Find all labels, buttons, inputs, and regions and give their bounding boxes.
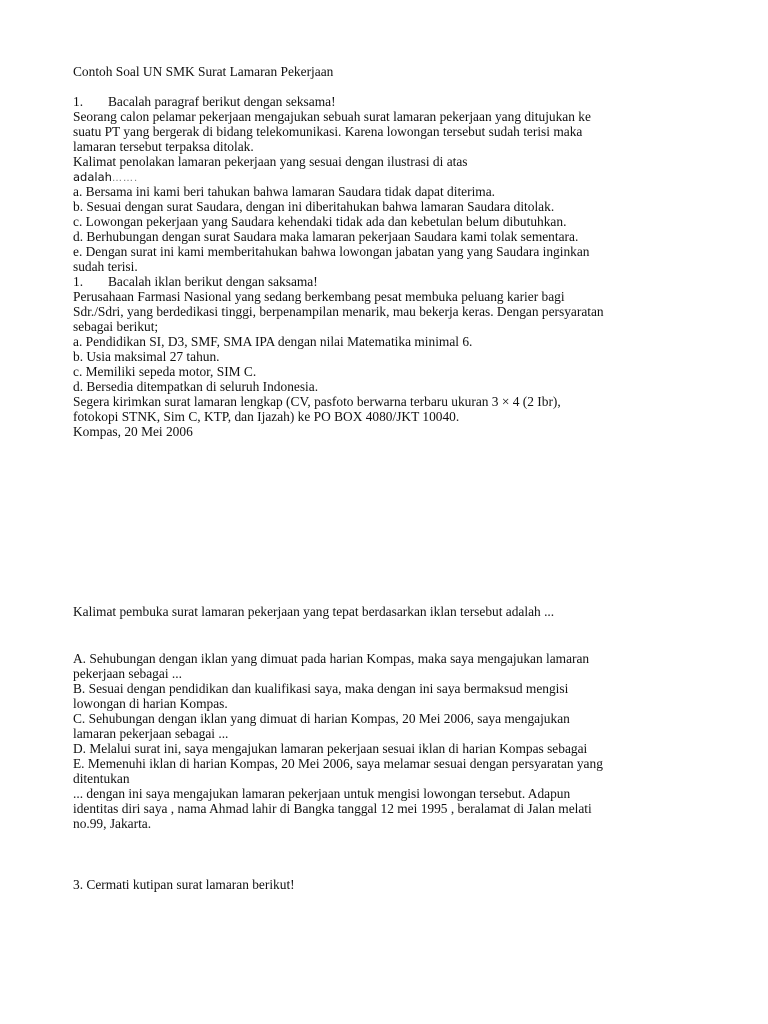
q2-ad-line: Segera kirimkan surat lamaran lengkap (CV, pasfoto berwarna terbaru ukuran 3 × 4 (2 Ibr), [73, 394, 561, 409]
q1-paragraph-line: suatu PT yang bergerak di bidang telekomunikasi. Karena lowongan tersebut sudah terisi maka [73, 124, 583, 139]
q2-letter-excerpt: ... dengan ini saya mengajukan lamaran pekerjaan untuk mengisi lowongan tersebut. Adapun [73, 786, 571, 801]
q1-option-e-cont: sudah terisi. [73, 259, 138, 274]
q2-option-c-cont: lamaran pekerjaan sebagai ... [73, 726, 229, 741]
q2-option-e: E. Memenuhi iklan di harian Kompas, 20 Mei 2006, saya melamar sesuai dengan persyaratan yang [73, 756, 603, 771]
q2-option-a-cont: pekerjaan sebagai ... [73, 666, 182, 681]
q2-option-b-cont: lowongan di harian Kompas. [73, 696, 228, 711]
q1-paragraph-line: lamaran tersebut terpaksa ditolak. [73, 139, 254, 154]
q2-letter-excerpt: identitas diri saya , nama Ahmad lahir di Bangka tanggal 12 mei 1995 , beralamat di Jalan melati [73, 801, 592, 816]
q1-instruction [73, 94, 336, 109]
q2-ad-source: Kompas, 20 Mei 2006 [73, 424, 193, 439]
q1-option-e: e. Dengan surat ini kami memberitahukan bahwa lowongan jabatan yang yang Saudara inginkan [73, 244, 590, 259]
q1-option-d: d. Berhubungan dengan surat Saudara maka lamaran pekerjaan Saudara kami tolak sementara. [73, 229, 579, 244]
q2-instruction-text: Bacalah iklan berikut dengan saksama! [108, 274, 318, 289]
q2-ad-line: Sdr./Sdri, yang berdedikasi tinggi, berpenampilan menarik, mau bekerja keras. Dengan persyaratan [73, 304, 604, 319]
q3-instruction: 3. Cermati kutipan surat lamaran berikut! [73, 877, 295, 892]
q1-question: Kalimat penolakan lamaran pekerjaan yang sesuai dengan ilustrasi di atas [73, 154, 468, 169]
q2-instruction [73, 274, 318, 289]
q2-number: 1. [73, 274, 84, 289]
q2-ad-line: c. Memiliki sepeda motor, SIM C. [73, 364, 257, 379]
q1-option-c: c. Lowongan pekerjaan yang Saudara kehendaki tidak ada dan kebetulan belum dibutuhkan. [73, 214, 567, 229]
q2-ad-line: sebagai berikut; [73, 319, 159, 334]
q1-question-dots: ……. [111, 173, 139, 184]
q2-ad-line: b. Usia maksimal 27 tahun. [73, 349, 220, 364]
q2-ad-line: Perusahaan Farmasi Nasional yang sedang berkembang pesat membuka peluang karier bagi [73, 289, 565, 304]
q2-question: Kalimat pembuka surat lamaran pekerjaan yang tepat berdasarkan iklan tersebut adalah ... [73, 604, 555, 619]
q1-question-tail-word: adalah [73, 170, 112, 184]
q2-ad-line: d. Bersedia ditempatkan di seluruh Indonesia. [73, 379, 319, 394]
q2-ad-line: fotokopi STNK, Sim C, KTP, dan Ijazah) ke PO BOX 4080/JKT 10040. [73, 409, 460, 424]
q1-option-b: b. Sesuai dengan surat Saudara, dengan ini diberitahukan bahwa lamaran Saudara ditolak. [73, 199, 555, 214]
q2-option-a: A. Sehubungan dengan iklan yang dimuat pada harian Kompas, maka saya mengajukan lamaran [73, 651, 590, 666]
q1-option-a: a. Bersama ini kami beri tahukan bahwa lamaran Saudara tidak dapat diterima. [73, 184, 496, 199]
q2-option-b: B. Sesuai dengan pendidikan dan kualifikasi saya, maka dengan ini saya bermaksud mengisi [73, 681, 569, 696]
q2-option-d: D. Melalui surat ini, saya mengajukan lamaran pekerjaan sesuai iklan di harian Kompas sebagai [73, 741, 588, 756]
q2-ad-line: a. Pendidikan SI, D3, SMF, SMA IPA dengan nilai Matematika minimal 6. [73, 334, 473, 349]
q2-option-c: C. Sehubungan dengan iklan yang dimuat di harian Kompas, 20 Mei 2006, saya mengajukan [73, 711, 570, 726]
q2-letter-excerpt: no.99, Jakarta. [73, 816, 152, 831]
q1-number: 1. [73, 94, 84, 109]
q2-option-e-cont: ditentukan [73, 771, 130, 786]
q1-paragraph-line: Seorang calon pelamar pekerjaan mengajukan sebuah surat lamaran pekerjaan yang ditujukan ke [73, 109, 591, 124]
document-title: Contoh Soal UN SMK Surat Lamaran Pekerjaan [73, 64, 334, 79]
q1-instruction-text: Bacalah paragraf berikut dengan seksama! [108, 94, 336, 109]
